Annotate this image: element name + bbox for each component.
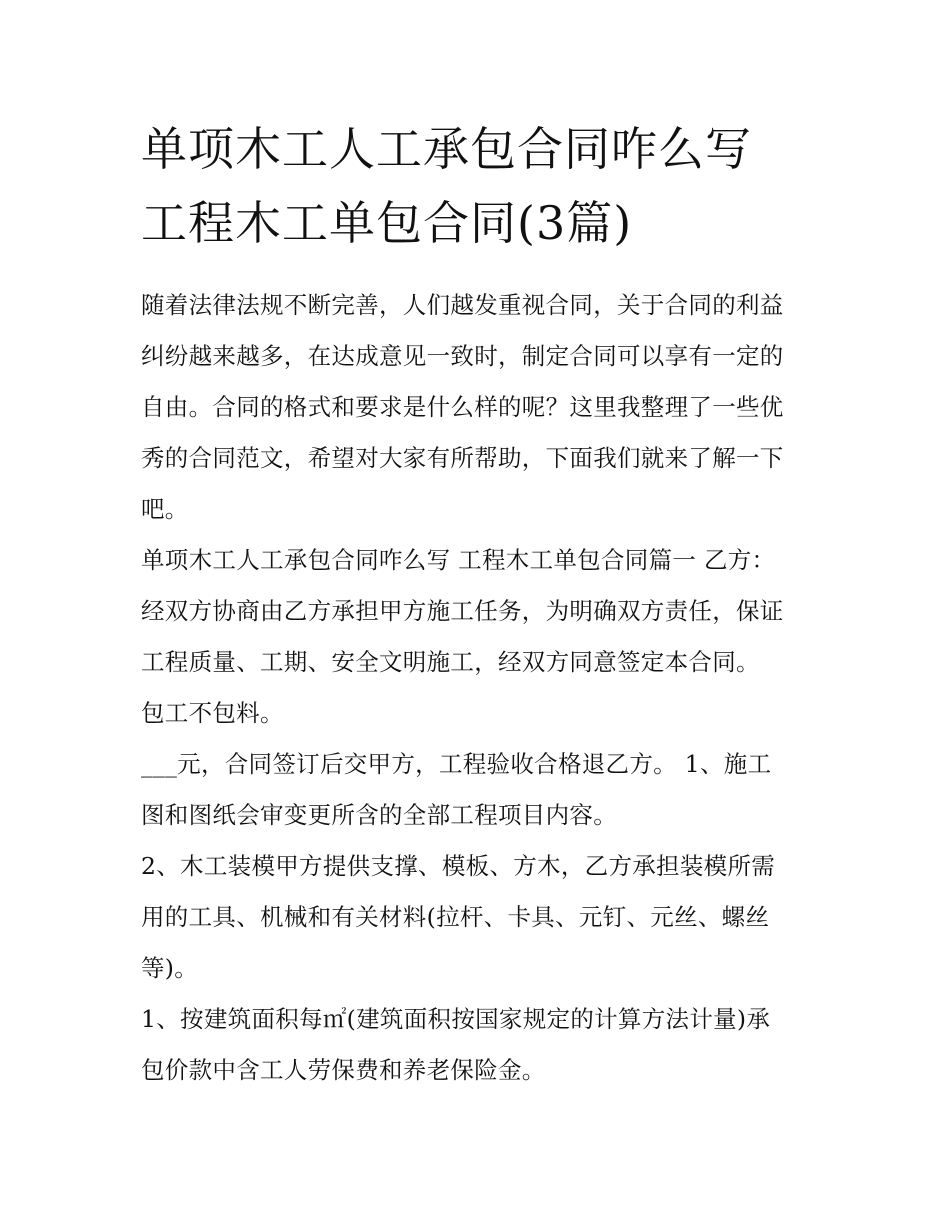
document-content [141, 112, 821, 1096]
text-line: 单项木工人工承包合同咋么写 工程木工单包合同篇一 乙方： [141, 546, 776, 574]
title-line-2: 工程木工单包合同(3篇) [141, 196, 633, 250]
paragraph-labor-only [141, 688, 821, 739]
document-body [141, 280, 821, 1096]
text-line: 工程质量、工期、安全文明施工，经双方同意签定本合同。 [141, 648, 760, 676]
text-line: 吧。 [141, 495, 189, 523]
text-line: 包价款中含工人劳保费和养老保险金。 [141, 1056, 546, 1084]
text-line: 2、木工装模甲方提供支撑、模板、方木，乙方承担装模所需 [141, 852, 776, 880]
text-line: 用的工具、机械和有关材料(拉杆、卡具、元钉、元丝、螺丝 [141, 903, 770, 931]
paragraph-pricing [141, 994, 821, 1096]
paragraph-formwork [141, 841, 821, 994]
text-line: ___元，合同签订后交甲方，工程验收合格退乙方。 1、施工 [141, 750, 772, 778]
title-line-1: 单项木工人工承包合同咋么写 [141, 122, 752, 176]
text-line: 包工不包料。 [141, 699, 284, 727]
paragraph-contract-one [141, 535, 821, 688]
text-line: 纠纷越来越多，在达成意见一致时，制定合同可以享有一定的 [141, 342, 784, 370]
paragraph-intro [141, 280, 821, 535]
text-line: 随着法律法规不断完善，人们越发重视合同，关于合同的利益 [141, 291, 784, 319]
text-line: 自由。合同的格式和要求是什么样的呢？这里我整理了一些优 [141, 393, 784, 421]
text-line: 图和图纸会审变更所含的全部工程项目内容。 [141, 801, 617, 829]
document-title [141, 112, 821, 260]
text-line: 秀的合同范文，希望对大家有所帮助，下面我们就来了解一下 [141, 444, 784, 472]
paragraph-deposit [141, 739, 821, 841]
text-line: 经双方协商由乙方承担甲方施工任务，为明确双方责任，保证 [141, 597, 784, 625]
text-line: 1、按建筑面积每㎡(建筑面积按国家规定的计算方法计量)承 [141, 1005, 771, 1033]
text-line: 等)。 [141, 954, 199, 982]
